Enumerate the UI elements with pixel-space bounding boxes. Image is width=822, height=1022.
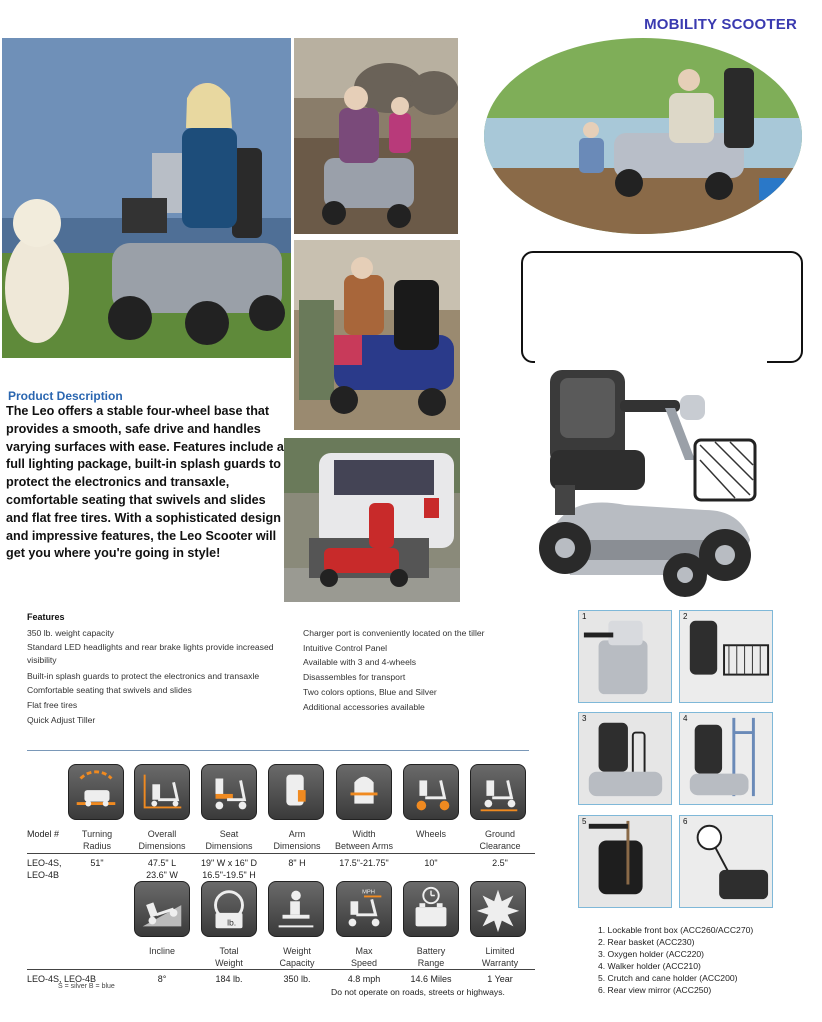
feature-item: Flat free tires — [27, 700, 78, 711]
speed-icon-text: MPH — [362, 889, 375, 896]
accessory-list-item: 1. Lockable front box (ACC260/ACC270) — [598, 925, 754, 935]
feature-item: Two colors options, Blue and Silver — [303, 686, 437, 697]
feature-item: Comfortable seating that swivels and slides — [27, 685, 192, 696]
page-title: MOBILITY SCOOTER — [644, 16, 797, 33]
feature-item: 350 lb. weight capacity — [27, 628, 114, 638]
accessory-number: 3 — [582, 714, 587, 723]
photo-leo-scooter-main — [535, 360, 767, 608]
feature-item: Built-in splash guards to protect the electronics and transaxle — [27, 670, 260, 681]
spec-label: Turning Radius — [81, 829, 113, 851]
spec-label: Arm Dimensions — [273, 829, 321, 851]
section-divider — [27, 750, 529, 751]
overall-dimensions-icon — [134, 764, 190, 820]
accessory-number: 5 — [582, 817, 587, 826]
spec-label: Width Between Arms — [334, 829, 394, 851]
spec-label: Incline — [148, 946, 175, 956]
description-heading: Product Description — [8, 389, 123, 403]
weight-capacity-icon — [268, 881, 324, 937]
accessory-list — [598, 924, 753, 996]
spec-label: Overall Dimensions — [138, 829, 186, 851]
spec-value: 14.6 Miles — [410, 974, 452, 984]
features-list-left — [27, 626, 302, 728]
spec-value: 10" — [424, 858, 438, 868]
spec-value: 4.8 mph — [347, 974, 381, 984]
spec-label: Total Weight — [215, 946, 243, 968]
features-heading: Features — [27, 612, 65, 622]
spec-label: Battery Range — [416, 946, 446, 968]
weight-icon-text: lb. — [227, 917, 237, 928]
spec-rule — [27, 853, 535, 854]
incline-icon — [134, 881, 190, 937]
model-header: Model # — [27, 829, 60, 839]
accessory-number: 6 — [683, 817, 688, 826]
spec-value: 47.5" L 23.6" W — [146, 858, 178, 880]
photo-fishing-dock — [484, 38, 802, 234]
spec-label: Ground Clearance — [479, 829, 521, 851]
spec-value: 8" H — [288, 858, 306, 868]
accessory-walker-holder — [679, 712, 773, 805]
accessory-list-item: 3. Oxygen holder (ACC220) — [598, 949, 705, 959]
max-speed-icon — [336, 881, 392, 937]
road-warning: Do not operate on roads, streets or highways. — [331, 987, 505, 997]
spec-rule — [27, 969, 535, 970]
ground-clearance-icon — [470, 764, 526, 820]
accessory-list-item: 5. Crutch and cane holder (ACC200) — [598, 973, 738, 983]
model-number: LEO-4S, LEO-4B — [27, 858, 62, 880]
features-list-right — [303, 626, 533, 714]
width-between-arms-icon — [336, 764, 392, 820]
accessory-rear-view-mirror — [679, 815, 773, 908]
feature-item: Intuitive Control Panel — [303, 642, 388, 653]
photo-woman-with-dog — [2, 38, 291, 358]
blank-callout-box — [521, 251, 803, 363]
spec-value: 2.5" — [492, 858, 508, 868]
battery-range-icon — [403, 881, 459, 937]
feature-item: Available with 3 and 4-wheels — [303, 657, 417, 668]
spec-label: Wheels — [415, 829, 446, 839]
spec-label: Seat Dimensions — [205, 829, 253, 851]
warranty-starburst-icon — [470, 881, 526, 937]
total-weight-icon — [201, 881, 257, 937]
spec-label: Weight Capacity — [279, 946, 315, 968]
feature-item: Standard LED headlights and rear brake lights provide increased visibility — [27, 641, 274, 665]
spec-value: 8° — [157, 974, 167, 984]
photo-zoo-visit — [294, 38, 458, 234]
accessory-oxygen-holder — [578, 712, 672, 805]
accessory-list-item: 6. Rear view mirror (ACC250) — [598, 985, 712, 995]
photo-suv-carrier — [284, 438, 460, 602]
spec-value: 350 lb. — [283, 974, 311, 984]
turning-radius-icon — [68, 764, 124, 820]
spec-value: 51" — [90, 858, 104, 868]
model-number: LEO-4S, LEO-4B — [27, 974, 97, 984]
feature-item: Additional accessories available — [303, 701, 425, 712]
accessory-list-item: 2. Rear basket (ACC230) — [598, 937, 695, 947]
spec-value: 17.5"-21.75" — [339, 858, 389, 868]
wheels-icon — [403, 764, 459, 820]
spec-value: 1 Year — [487, 974, 513, 984]
feature-item: Charger port is conveniently located on the tiller — [303, 628, 485, 638]
seat-dimensions-icon — [201, 764, 257, 820]
accessory-number: 1 — [582, 612, 587, 621]
spec-value: 19" W x 16" D 16.5"-19.5" H — [201, 858, 257, 880]
spec-value: 184 lb. — [215, 974, 243, 984]
photo-blue-scooter-cafe — [294, 240, 460, 430]
feature-item: Quick Adjust Tiller — [27, 714, 96, 725]
accessory-front-box — [578, 610, 672, 703]
accessory-number: 4 — [683, 714, 688, 723]
accessory-number: 2 — [683, 612, 688, 621]
accessory-rear-basket — [679, 610, 773, 703]
spec-label: Limited Warranty — [481, 946, 519, 968]
arm-dimensions-icon — [268, 764, 324, 820]
spec-label: Max Speed — [350, 946, 378, 968]
feature-item: Disassembles for transport — [303, 672, 406, 683]
description-body: The Leo offers a stable four-wheel base that provides a smooth, safe drive and handles varying surfaces with ease. Features include a full lighting package, built-in splash guards to protect the electronics and transaxle, comfortable seating that swivels and slides and flat free tires. With a sophisticated design and impressive features, the Leo Scooter will get you where you're going in style! — [6, 404, 284, 561]
accessory-crutch-holder — [578, 815, 672, 908]
color-code-note: S = silver B = blue — [58, 983, 115, 990]
accessory-list-item: 4. Walker holder (ACC210) — [598, 961, 701, 971]
